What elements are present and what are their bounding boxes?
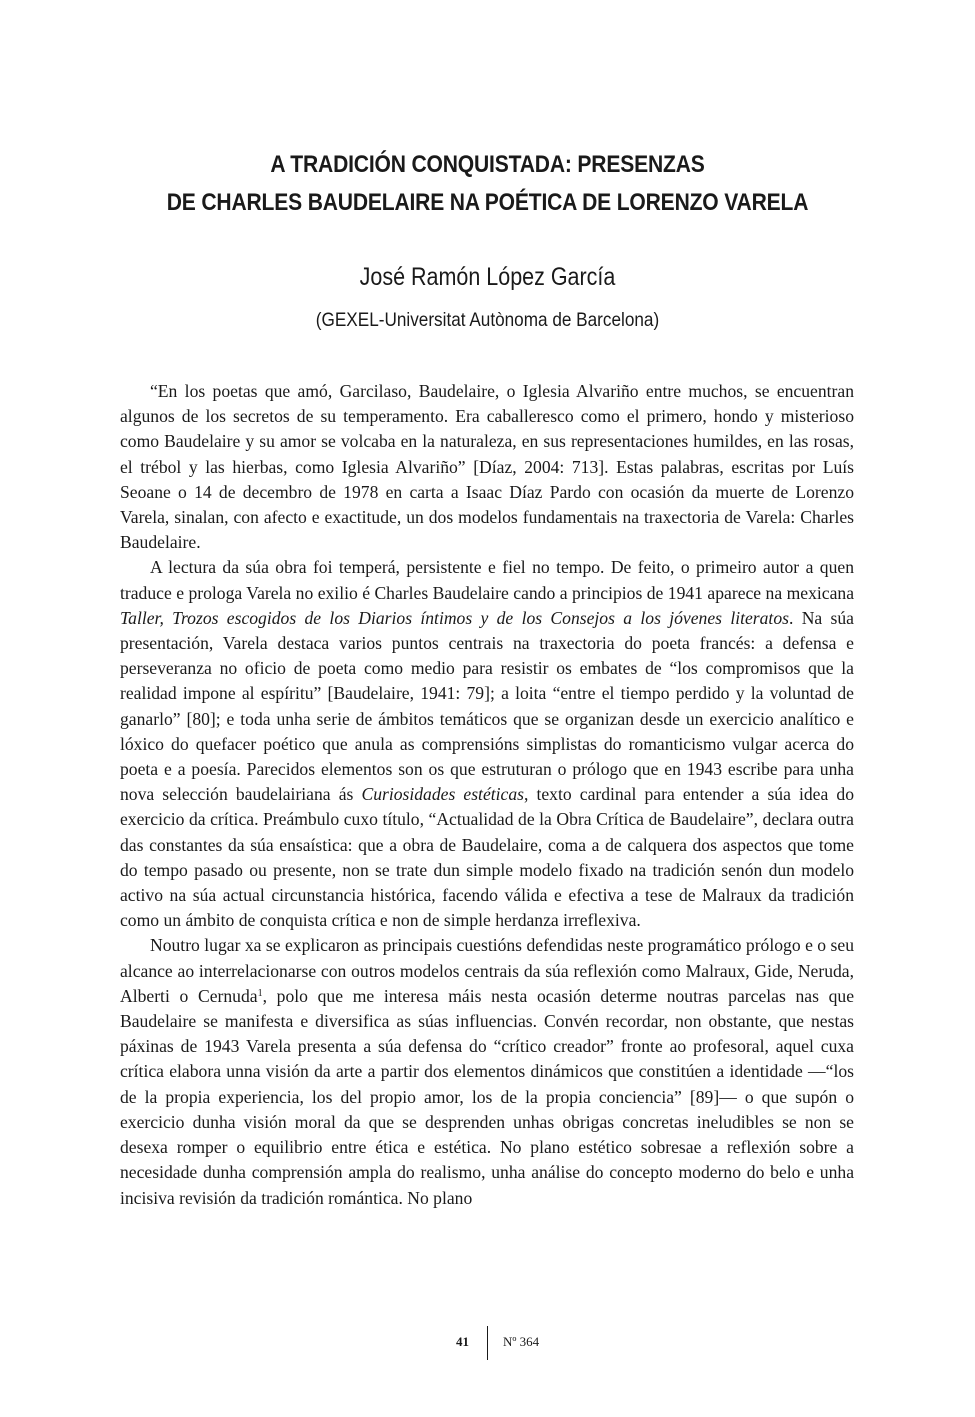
paragraph-2-text-c: , texto cardinal para entender a súa idea do exercicio da crítica. Preámbulo cuxo título, “Actualidad de la Obra Crítica de Baudelaire”, declara outra das constantes da súa ensaística: que a obra de Baudelaire, coma a de calquera dos aspectos que tome do tempo pasado ou presente, non se trate dun simple modelo fixado na tradición senón dun modelo activo na súa actual circunstancia histórica, facendo válida e efectiva a tese de Malraux da tradición como un ámbito de conquista crítica e non de simple herdanza irreflexiva. <box>120 784 854 931</box>
paragraph-1: “En los poetas que amó, Garcilaso, Baudelaire, o Iglesia Alvariño entre muchos, se encuentran algunos de los secretos de su temperamento. Era caballeresco como el primero, hondo y misterioso como Baudelaire y su amor se volcaba en la naturaleza, en sus representaciones humildes, en las rosas, el trébol y las hierbas, como Iglesia Alvariño” [Díaz, 2004: 713]. Estas palabras, escritas por Luís Seoane o 14 de decembro de 1978 en carta a Isaac Díaz Pardo con ocasión da muerte de Lorenzo Varela, sinalan, con afecto e exactitude, un dos modelos fundamentais na traxectoria de Varela: Charles Baudelaire. <box>120 381 854 553</box>
paragraph-3-text-b: , polo que me interesa máis nesta ocasión determe noutras parcelas nas que Baudelaire se manifesta e diversifica as súas influencias. Convén recordar, non obstante, que nestas páxinas de 1943 Varela presenta a súa defensa do “crítico creador” fronte ao profesoral, aquel cuxa crítica elabora unna visión da arte a partir dos elementos dinámicos que constitúen a identidade —“los de la propia experiencia, los del propio amor, los de la propia conciencia” [89]— o que supón o exercicio dunha visión moral da que se desprenden unhas obrigas concretas ineludibles se non se desexa romper o equilibrio entre ética e estética. No plano estético sobresae a reflexión sobre a necesidade dunha comprensión ampla do realismo, unha análise do concepto moderno do belo e unha incisiva revisión da tradición romántica. No plano <box>120 985 855 1208</box>
title-line-2: DE CHARLES BAUDELAIRE NA POÉTICA DE LORENZO VARELA <box>166 189 809 216</box>
paragraph-2 <box>120 555 854 933</box>
footnote-marker[interactable]: 1 <box>257 987 263 999</box>
page-number: 41 <box>456 1334 469 1349</box>
paragraph-2-italic-curiosidades: Curiosidades estéticas <box>361 784 524 805</box>
article-body <box>120 379 854 1211</box>
author-name: José Ramón López García <box>359 263 616 291</box>
paragraph-2-text-a: A lectura da súa obra foi temperá, persistente e fiel no tempo. De feito, o primeiro autor a quen traduce e prologa Varela no exilio é Charles Baudelaire cando a principios de 1941 aparece na mexicana <box>120 557 854 603</box>
issue-number: Nº 364 <box>503 1334 540 1349</box>
paragraph-3-text-a: Noutro lugar xa se explicaron as principais cuestións defendidas neste programático prólogo e o seu alcance ao interrelacionarse con outros modelos centrais da súa reflexión como Malraux, Gide, Neruda, Alberti o Cernuda <box>120 935 854 1006</box>
article-title <box>68 146 907 222</box>
paragraph-2-text-b: . Na súa presentación, Varela destaca varios puntos centrais na traxectoria do poeta francés: a defensa e perseveranza no oficio de poeta como medio para resistir os embates de “los compromisos que la realidad impone al espíritu” [Baudelaire, 1941: 79]; a loita “entre el tiempo perdido y la voluntad de ganarlo” [80]; e toda unha serie de ámbitos temáticos que se organizan desde un exercicio analítico e lóxico do quefacer poético que anula as comprensións simplistas do romanticismo vulgar acerca do poeta e a poesía. Parecidos elementos son os que estruturan o prólogo que en 1943 escribe para unha nova selección baudelairiana ás <box>120 607 854 805</box>
paragraph-2-italic-title: Taller, Trozos escogidos de los Diarios íntimos y de los Consejos a los jóvenes literatos <box>120 607 789 628</box>
title-line-1: A TRADICIÓN CONQUISTADA: PRESENZAS <box>270 151 705 178</box>
paragraph-3 <box>120 933 854 1210</box>
author-affiliation: (GEXEL-Universitat Autònoma de Barcelona) <box>315 309 660 331</box>
page-footer <box>0 1326 975 1360</box>
footer-divider <box>487 1326 488 1360</box>
